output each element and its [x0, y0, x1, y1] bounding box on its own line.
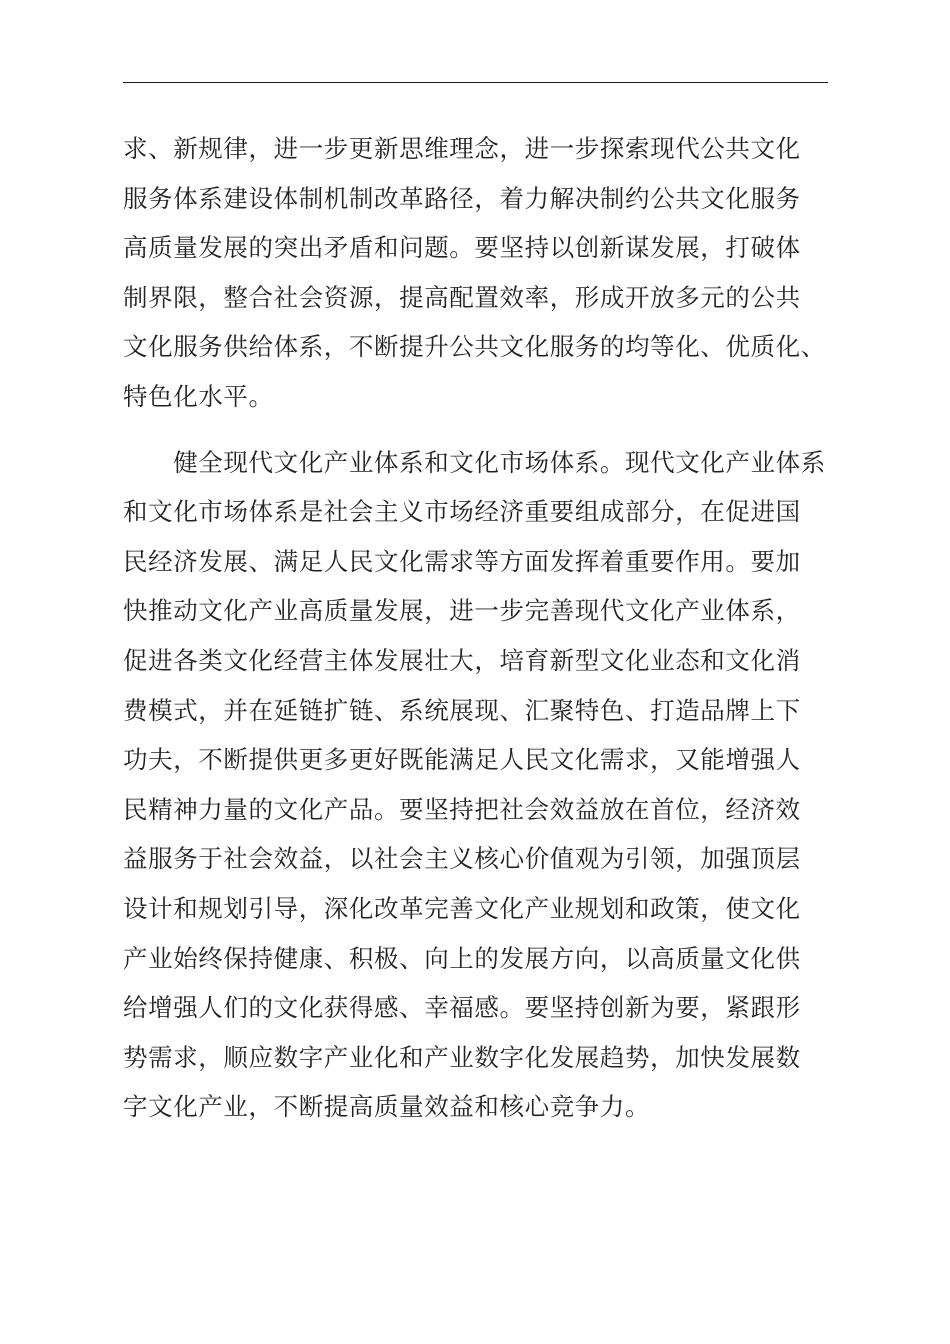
text-line: 促进各类文化经营主体发展壮大，培育新型文化业态和文化消 — [123, 645, 801, 675]
text-line: 求、新规律，进一步更新思维理念，进一步探索现代公共文化 — [123, 134, 801, 163]
text-line: 高质量发展的突出矛盾和问题。要坚持以创新谋发展，打破体 — [123, 233, 801, 263]
text-line: 民精神力量的文化产品。要坚持把社会效益放在首位，经济效 — [123, 794, 801, 824]
text-line: 字文化产业，不断提高质量效益和核心竞争力。 — [123, 1092, 651, 1122]
text-line: 给增强人们的文化获得感、幸福感。要坚持创新为要，紧跟形 — [123, 993, 801, 1023]
text-line: 益服务于社会效益，以社会主义核心价值观为引领，加强顶层 — [123, 844, 801, 874]
paragraph — [123, 124, 843, 422]
header-rule — [123, 82, 828, 83]
text-line: 和文化市场体系是社会主义市场经济重要组成部分，在促进国 — [123, 497, 801, 527]
paragraph-spacing — [123, 422, 843, 438]
text-line: 特色化水平。 — [123, 381, 274, 411]
document-body — [123, 124, 843, 1132]
text-line: 设计和规划引导，深化改革完善文化产业规划和政策，使文化 — [123, 893, 801, 923]
text-line: 势需求，顺应数字产业化和产业数字化发展趋势，加快发展数 — [123, 1042, 801, 1072]
text-line: 文化服务供给体系，不断提升公共文化服务的均等化、优质化、 — [123, 332, 826, 362]
paragraph — [123, 438, 843, 1132]
text-line: 制界限，整合社会资源，提高配置效率，形成开放多元的公共 — [123, 282, 801, 312]
text-line: 服务体系建设体制机制改革路径，着力解决制约公共文化服务 — [123, 183, 801, 213]
text-line: 民经济发展、满足人民文化需求等方面发挥着重要作用。要加 — [123, 546, 801, 576]
text-line: 产业始终保持健康、积极、向上的发展方向，以高质量文化供 — [123, 943, 801, 973]
text-line: 功夫，不断提供更多更好既能满足人民文化需求，又能增强人 — [123, 745, 801, 775]
text-line: 快推动文化产业高质量发展，进一步完善现代文化产业体系， — [123, 596, 801, 626]
text-line: 费模式，并在延链扩链、系统展现、汇聚特色、打造品牌上下 — [123, 695, 801, 725]
text-line: 健全现代文化产业体系和文化市场体系。现代文化产业体系 — [123, 447, 826, 477]
